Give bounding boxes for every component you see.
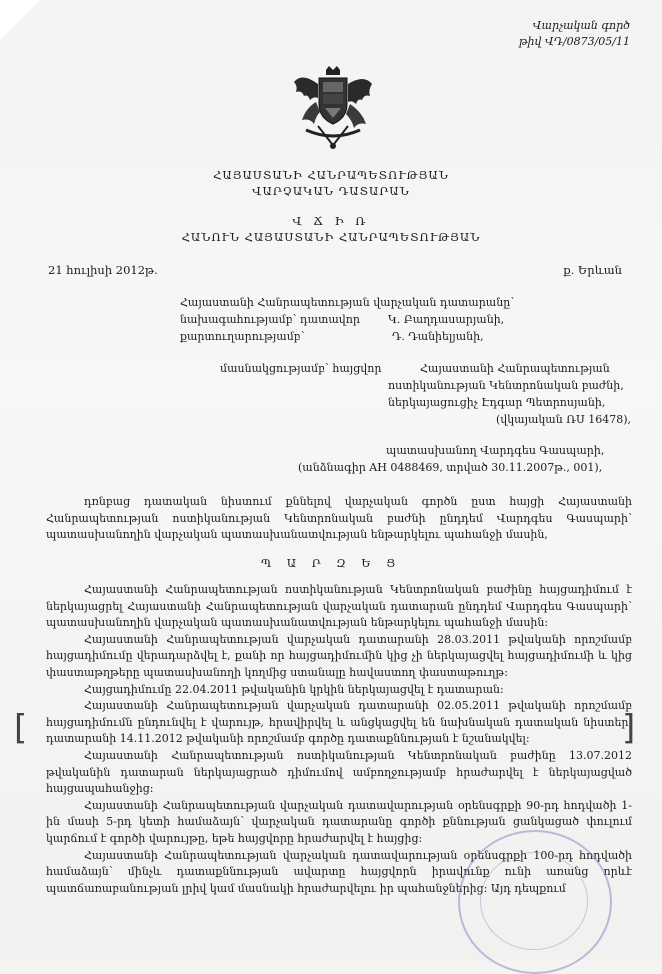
paragraph: Հայաստանի Հանրապետության ոստիկանության Կենտրոնական բաժինը 13.07.2012 թվականին դատարան ներկայացրած դիմումով ամբողջությամբ հրաժարվել է ներկայացված հայցապահանջից: [46, 748, 632, 796]
armenian-coat-of-arms-icon [288, 64, 378, 154]
composition-line-1: Հայաստանի Հանրապետության վարչական դատարանը՝ [180, 296, 515, 309]
case-number: թիվ ՎԴ/0873/05/11 [518, 35, 630, 48]
verdict-heading: Պ Ա Ր Զ Ե Ց [261, 556, 401, 570]
decision-date: 21 հուլիսի 2012թ. [48, 263, 158, 277]
plaintiff-org: Հայաստանի Հանրապետության [420, 362, 610, 375]
right-bracket-mark: ] [622, 708, 636, 748]
document-subtitle: ՀԱՆՈՒՆ ՀԱՅԱՍՏԱՆԻ ՀԱՆՐԱՊԵՏՈՒԹՅԱՆ [181, 230, 481, 244]
representative-certificate: (վկայական ՌՍ 16478), [496, 413, 632, 426]
defendant-name: պատասխանող Վարդգես Գասպարի, [386, 444, 605, 457]
stamp-inner-ring [480, 852, 588, 950]
defendant-passport: (անձնագիր AH 0488469, տրված 30.11.2007թ., 001), [298, 461, 603, 474]
decision-city: ք. Երևան [563, 263, 622, 277]
court-country: ՀԱՅԱՍՏԱՆԻ ՀԱՆՐԱՊԵՏՈՒԹՅԱՆ [213, 168, 449, 182]
court-name: ՎԱՐՉԱԿԱՆ ԴԱՏԱՐԱՆ [252, 184, 410, 198]
plaintiff-org-dept: ոստիկանության Կենտրոնական բաժնի, [388, 379, 624, 392]
paragraph: Հայաստանի Հանրապետության վարչական դատավարության օրենսգրքի 90-րդ հոդվածի 1-ին մասի 5-րդ կետի համաձայն՝ վարչական դատարանը գործի քննության ցանկացած փուլում կարճում է գործի վարույթը, եթե հայցվորը հրաժարվել է հայցից: [46, 798, 632, 845]
date-line [48, 263, 622, 277]
paragraph: Հայաստանի Հանրապետության վարչական դատավարության օրենսգրքի 100-րդ հոդվածի համաձայն՝ մինչև դատաքննության ավարտը հայցվորն իրավունք ունի առանց որևէ պատճառաբանության լրիվ կամ մասնակի հրաժարվելու իր պահանջներից: Այդ դեպքում [46, 848, 632, 895]
case-type: Վարչական գործ [532, 19, 630, 32]
plaintiff-label: մասնակցությամբ՝ հայցվոր [220, 362, 382, 375]
paragraph: Հայցադիմումը 22.04.2011 թվականին կրկին ներկայացվել է դատարան: [84, 682, 504, 696]
paragraph: Հայաստանի Հանրապետության վարչական դատարանի 02.05.2011 թվականի որոշմամբ հայցադիմումն ընդունվել է վարույթ, հրավիրվել և անցկացվել են նախնական դատական նիստեր, դատարանի 14.11.2012 թվականի որոշմամբ գործը դատաքննության է նշանակվել: [46, 699, 632, 746]
paragraph: Հայաստանի Հանրապետության վարչական դատարանի 28.03.2011 թվականի որոշմամբ հայցադիմումը վերադարձվել է, քանի որ հայցադիմումին կից չի ներկայացվել հայցադիմումի և կից փաստաթղթերը պատասխանողի կողմից ստանալը հավաստող փաստաթուղթ: [46, 632, 632, 679]
left-bracket-mark: [ [14, 708, 28, 748]
secretary-label: քարտուղարությամբ՝ [180, 330, 305, 343]
secretary-name: Դ. Դանիելյանի, [392, 330, 484, 343]
presiding-judge: Կ. Բաղդասարյանի, [388, 313, 505, 326]
case-reference [519, 18, 630, 50]
plaintiff-representative: ներկայացուցիչ Էդգար Պետրոսյանի, [388, 396, 606, 409]
folded-corner [0, 0, 40, 40]
paragraph: Հայաստանի Հանրապետության ոստիկանության Կենտրոնական բաժինը հայցադիմում է ներկայացրել Հայաստանի Հանրապետության վարչական դատարան ընդդեմ Վարդգես Գասպարի՝ պատասխանողին վարչական պատասխանատվության ենթարկելու պահանջի մասին: [46, 583, 632, 630]
presiding-label: նախագահությամբ՝ դատավոր [180, 313, 360, 326]
court-seal-stamp-icon [458, 830, 612, 974]
document-title: Վ Ճ Ի Ռ [292, 214, 370, 228]
intro-paragraph: դռնբաց դատական նիստում քննելով վարչական գործն ըստ հայցի Հայաստանի Հանրապետության ոստիկանության Կենտրոնական բաժնի ընդդեմ Վարդգես Գասպարի՝ պատասխանողին վարչական պատասխանատվության ենթարկելու պահանջի մասին, [46, 495, 632, 542]
